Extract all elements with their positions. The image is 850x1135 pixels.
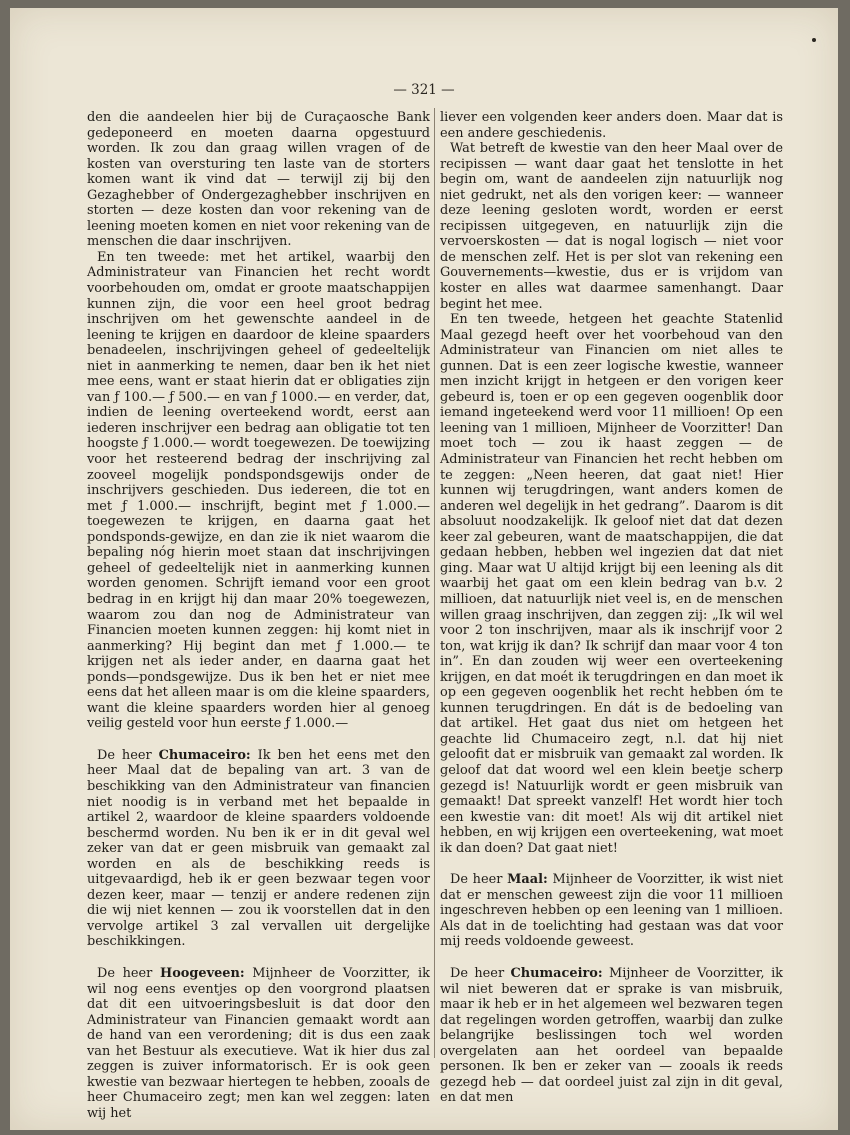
speaker-prefix: De heer [450,965,511,981]
speaker-name: Maal: [507,872,548,888]
paragraph: liever een volgenden keer anders doen. Maar dat is een andere geschiedenis. [440,110,783,141]
speaker-name: Chumaceiro: [510,965,603,981]
right-column [440,110,783,1106]
speech-text: Mijnheer de Voorzitter, ik wil nog eens eventjes op den voorgrond plaatsen dat dit een uitvoeringsbesluit is dat door den Administrateur van Financien gemaakt wordt aan de hand van een verordening; dit is dus een zaak van het Bestuur als executieve. Wat ik hier dus zal zeggen is zuiver informatorisch. Er is ook geen kwestie van bezwaar hiertegen te hebben, zooals de heer Chumaceiro zegt; men kan wel zeggen: laten wij het [87,965,430,1121]
speaker-paragraph [87,966,430,1121]
left-column [87,110,430,1121]
ink-dot [812,38,816,42]
speech-text: Mijnheer de Voorzitter, ik wist niet dat er menschen geweest zijn die voor 11 millioen ingeschreven hebben op een leening van 1 millioen. Als dat in de toelichting had gestaan was dat voor mij reeds voldoende geweest. [440,872,784,950]
speaker-prefix: De heer [97,747,159,763]
speech-text: Ik ben het eens met den heer Maal dat de bepaling van art. 3 van de beschikking van den Administrateur van financien niet noodig is in verband met het bepaalde in artikel 2, waardoor de kleine spaarders voldoende beschermd worden. Nu ben ik er in dit geval wel zeker van dat er geen misbruik van gemaakt zal worden en als de beschikking reeds is uitgevaardigd, heb ik er geen bezwaar tegen voor dezen keer, maar — tenzij er andere redenen zijn die wij niet kennen — zou ik voorstellen dat in den vervolge artikel 3 zal vervallen uit dergelijke beschikkingen. [87,747,430,950]
paragraph: En ten tweede: met het artikel, waarbij den Administrateur van Financien het recht wordt voorbehouden om, omdat er groote maatschappijen kunnen zijn, die voor een heel groot bedrag inschrijven om het gewenschte aandeel in de leening te krijgen en daardoor de kleine spaarders benadeelen, inschrijvingen geheel of gedeeltelijk niet in aanmerking te nemen, daar ben ik het niet mee eens, want er staat hierin dat er obligaties zijn van ƒ 100.— ƒ 500.— en van ƒ 1000.— en verder, dat, indien de leening overteekend wordt, eerst aan iederen inschrijver een bedrag aan obligatie tot ten hoogste ƒ 1.000.— wordt toegewezen. De toewijzing voor het resteerend bedrag der inschrijving zal zooveel mogelijk pondspondsgewijs onder de inschrijvers geschieden. Dus iedereen, die tot en met ƒ 1.000.— inschrijft, begint met ƒ 1.000.— toegewezen te krijgen, en daarna gaat het pondsponds-gewijze, en dan zie ik niet waarom die bepaling nóg hierin moet staan dat inschrijvingen geheel of gedeeltelijk niet in aanmerking kunnen worden genomen. Schrijft iemand voor een groot bedrag in en krijgt hij dan maar 20% toegewezen, waarom zou dan nog de Administrateur van Financien moeten kunnen zeggen: hij komt niet in aanmerking? Hij begint dan met ƒ 1.000.— te krijgen net als ieder ander, en daarna gaat het ponds—pondsgewijze. Dus ik ben het er niet mee eens dat het alleen maar is om die kleine spaarders, want die kleine spaarders worden hier al genoeg veilig gesteld voor hun eerste ƒ 1.000.— [87,249,430,732]
speaker-paragraph [440,966,783,1106]
speaker-prefix: De heer [450,872,508,888]
page-sheet [10,8,838,1130]
speaker-prefix: De heer [97,965,161,981]
paragraph: En ten tweede, hetgeen het geachte Statenlid Maal gezegd heeft over het voorbehoud van den Administrateur van Financien om niet alles te gunnen. Dat is een zeer logische kwestie, wanneer men inzicht krijgt in hetgeen er den vorigen keer gebeurd is, toen er op een gegeven oogenblik door iemand ingeteekend werd voor 11 millioen! Op een leening van 1 millioen, Mijnheer de Voorzitter! Dan moet toch — zou ik haast zeggen — de Administrateur van Financien het recht hebben om te zeggen: „Neen heeren, dat gaat niet! Hier kunnen wij terugdringen, want anders komen de anderen wel degelijk in het gedrang”. Daarom is dit absoluut noodzakelijk. Ik geloof niet dat dat dezen keer zal gebeuren, want de maatschappijen, die dat gedaan hebben, hebben wel ingezien dat dat niet ging. Maar wat U altijd krijgt bij een leening als dit waarbij het gaat om een klein bedrag van b.v. 2 millioen, dat natuurlijk niet veel is, en de menschen willen graag inschrijven, dan zeggen zij: „Ik wil wel voor 2 ton inschrijven, maar als ik inschrijf voor 2 ton, wat krijg ik dan? Ik schrijf dan maar voor 4 ton in”. En dan zouden wij weer een overteekening krijgen, en dat moét ik terugdringen en dan moet ik op een gegeven oogenblik het recht hebben óm te kunnen terugdringen. En dát is de bedoeling van dat artikel. Het gaat dus niet om hetgeen het geachte lid Chumaceiro zegt, n.l. dat hij niet geloofit dat er misbruik van gemaakt zal worden. Ik geloof dat dat woord wel een klein beetje scherp gezegd is! Natuurlijk wordt er geen misbruik van gemaakt! Dat spreekt vanzelf! Het wordt hier toch een kwestie van: dit moet! Als wij dit artikel niet hebben, en wij krijgen een overteekening, wat moet ik dan doen? Dat gaat niet! [440,312,783,856]
speaker-name: Hoogeveen: [160,965,245,981]
speaker-name: Chumaceiro: [158,747,251,763]
speaker-paragraph [87,748,430,950]
paragraph: Wat betreft de kwestie van den heer Maal over de recipissen — want daar gaat het tenslotte in het begin om, want de aandeelen zijn natuurlijk nog niet gedrukt, net als den vorigen keer: — wanneer deze leening gesloten wordt, worden er eerst recipissen uitgegeven, en natuurlijk zijn die vervoerskosten — dat is nogal logisch — niet voor de menschen zelf. Het is per slot van rekening een Gouvernements—kwestie, dus er is vrijdom van koster en alles wat daarmee samenhangt. Daar begint het mee. [440,141,783,312]
paragraph: den die aandeelen hier bij de Curaçaosche Bank gedeponeerd en moeten daarna opgestuurd worden. Ik zou dan graag willen vragen of de kosten van oversturing ten laste van de storters komen want ik vind dat — terwijl zij bij den Gezaghebber of Ondergezaghebber inschrijven en storten — deze kosten dan voor rekening van de leening moeten komen en niet voor rekening van de menschen die daar inschrijven. [87,110,430,250]
speaker-paragraph [440,872,783,950]
page-number: — 321 — [393,82,455,98]
column-divider [434,108,435,1058]
speech-text: Mijnheer de Voorzitter, ik wil niet beweren dat er sprake is van misbruik, maar ik heb er in het algemeen wel bezwaren tegen dat regelingen worden getroffen, waarbij dan zulke belangrijke beslissingen toch wel worden overgelaten aan het oordeel van bepaalde personen. Ik ben er zeker van — zooals ik reeds gezegd heb — dat oordeel juist zal zijn in dit geval, en dat men [440,965,783,1106]
